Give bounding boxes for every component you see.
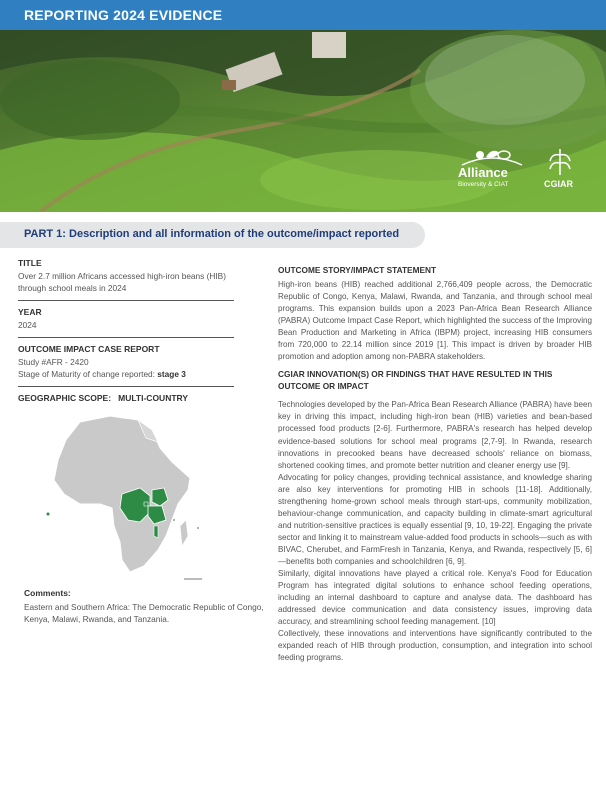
title-value: Over 2.7 million Africans accessed high-iron beans (HIB) through school meals in 2024 <box>18 271 226 294</box>
innovation-paragraph-1: Technologies developed by the Pan-Africa Bean Research Alliance (PABRA) have been key in driving this impact, including high-iron bean (HIB) varieties and bean-based processed food products [2-6]. Furthermore, PABRA's research has helped develop evidence-based solutions for school meal programs [2,7-9]. In Rwanda, research innovations in precooked beans have decreased schools' reliance on biomass, shortened cooking times, and promote better nutrition and cleaner energy use [9]. <box>278 400 592 470</box>
comments-value: Eastern and Southern Africa: The Democratic Republic of Congo, Kenya, Malawi, Rwanda, and Tanzania. <box>24 602 264 625</box>
divider <box>18 386 234 387</box>
story-heading: OUTCOME STORY/IMPACT STATEMENT <box>278 265 437 275</box>
report-title: REPORTING 2024 EVIDENCE <box>24 7 223 23</box>
cgiar-logo <box>540 145 580 193</box>
study-id: Study #AFR - 2420 <box>18 357 89 368</box>
report-label: OUTCOME IMPACT CASE REPORT <box>18 344 160 355</box>
maturity-line <box>18 368 236 380</box>
part1-title: PART 1: Description and all information of the outcome/impact reported <box>24 228 400 240</box>
divider <box>18 300 234 301</box>
cgiar-name: CGIAR <box>544 179 573 189</box>
divider <box>18 337 234 338</box>
innovation-paragraph-4: Collectively, these innovations and interventions have significantly contributed to the expanded reach of HIB through production, consumption, and integration into school feeding programs. <box>278 629 592 663</box>
year-value: 2024 <box>18 320 37 331</box>
alliance-name: Alliance <box>458 165 508 180</box>
innovation-paragraph-3: Similarly, digital innovations have played a critical role. Kenya's Food for Education Program has integrated digital solutions to enhance school feeding operations, including an internal dashboard to capture and analyse data. The dashboard has addressed device communication and data consistency issues, improving data accuracy, and streamlining school feeding management. [10] <box>278 569 592 627</box>
story-text: High-iron beans (HIB) reached additional 2,766,409 people across, the Democratic Republic of Congo, Kenya, Malawi, Rwanda, and Tanzania, and through school meal programs. This expansion builds upon a 2023 Pan-Africa Bean Research Alliance (PABRA) Outcome Impact Case Report, which highlighted the success of the Improving Bean Production and Marketing in Africa (IBPM) project, increasing HIB consumers from 720,000 to 22.14 million since 2019 [1]. This impact is driven by broader HIB promotion and adoption among non-PABRA stakeholders. <box>278 280 592 362</box>
malawi-region <box>154 526 158 538</box>
rwanda-region <box>144 502 148 506</box>
title-label: TITLE <box>18 258 42 268</box>
cgiar-wheat-icon <box>540 145 580 179</box>
comments-block <box>24 588 274 625</box>
alliance-logo <box>452 145 532 193</box>
right-column <box>278 264 592 664</box>
left-column <box>18 258 236 403</box>
year-label: YEAR <box>18 307 42 318</box>
innovation-paragraph-2: Advocating for policy changes, providing technical assistance, and knowledge sharing are also key interventions for promoting HIB in schools [11-18]. Additionally, strengthening home-grown school meals through start-ups, community mobilization, behaviour-change communication, and capacity building in climate-smart agricultural and nutrition-sensitive practices is equally essential [9, 10, 19-22]. Engaging the private sector and linking it to mainstream value-added food products in schools—such as with BIVAC, Cherubet, and FarmFresh in Tanzania, Kenya, and Rwanda, respectively [5, 6]—benefits both companies and schoolchildren [6, 9]. <box>278 472 592 566</box>
alliance-sub: Bioversity & CIAT <box>458 181 509 188</box>
comments-label: Comments: <box>24 588 71 598</box>
maturity-prefix: Stage of Maturity of change reported: <box>18 369 158 380</box>
africa-map <box>40 408 210 584</box>
innovation-heading: CGIAR INNOVATION(S) OR FINDINGS THAT HAVE RESULTED IN THIS OUTCOME OR IMPACT <box>278 369 553 392</box>
scope-line <box>18 393 236 403</box>
africa-map-graphic <box>40 408 210 584</box>
maturity-value: stage 3 <box>157 369 186 380</box>
scope-label: GEOGRAPHIC SCOPE: <box>18 393 112 404</box>
scope-value: MULTI-COUNTRY <box>118 393 189 404</box>
report-header-bar <box>0 0 606 30</box>
part1-banner <box>0 222 425 248</box>
